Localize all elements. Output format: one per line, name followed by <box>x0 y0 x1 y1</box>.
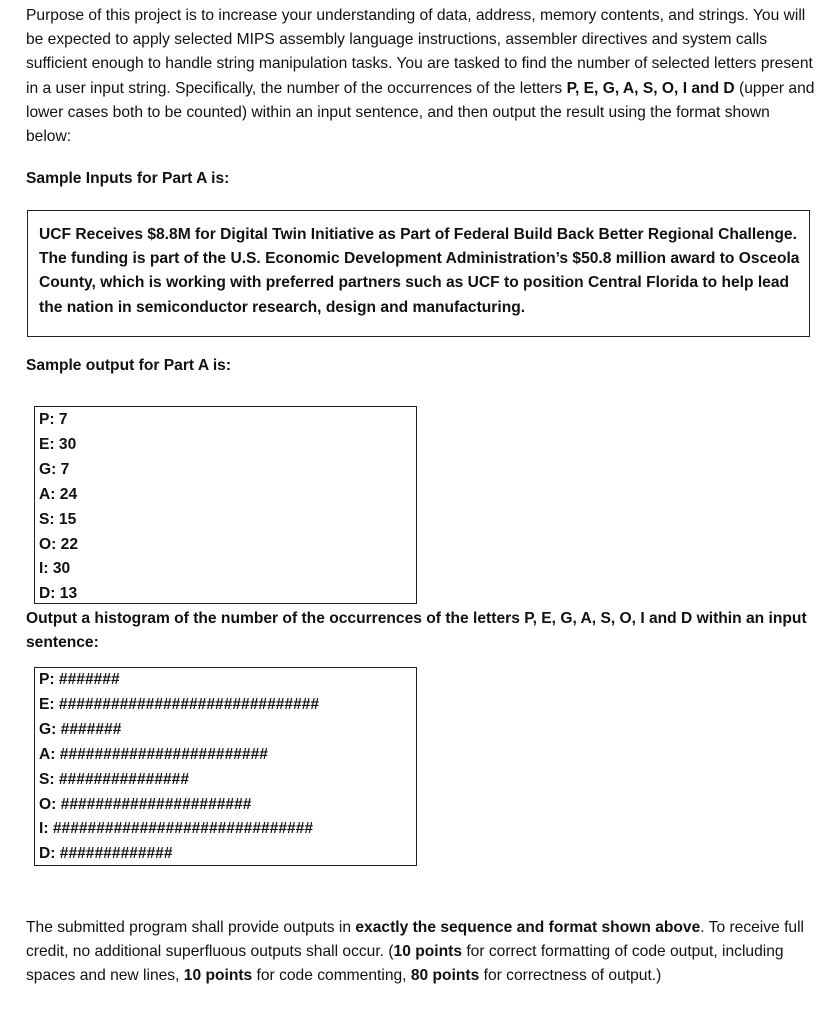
output-line-g: G: 7 <box>39 460 70 478</box>
closing-bold-4: 80 points <box>410 967 480 985</box>
output-line-d: D: 13 <box>39 585 78 603</box>
output-line-a: A: 24 <box>39 485 78 503</box>
histogram-line-p: P: ####### <box>39 671 120 688</box>
intro-text-1: Purpose of this project is to increase your understanding of data, address, memory contents, and strings. You will be expected to apply selected MIPS assembly language instructions, assembler directives and system calls sufficient enough to handle string manipulation tasks. You are tasked to find the number of selected letters present in a user input string. Specifically, the number of the occurrences of the letters <box>26 7 813 97</box>
sample-output-heading: Sample output for Part A is: <box>26 357 232 374</box>
closing-text-5: for correctness of output.) <box>479 967 662 985</box>
intro-letters: P, E, G, A, S, O, I and D <box>566 79 735 97</box>
histogram-heading: Output a histogram of the number of the occurrences of the letters P, E, G, A, S, O, I and D within an input sentence: <box>26 610 807 652</box>
output-line-i: I: 30 <box>39 560 71 578</box>
closing-text-3: for correct formatting of code output, including spaces and new lines, <box>26 943 784 985</box>
histogram-line-s: S: ############### <box>39 770 190 788</box>
closing-bold-1: exactly the sequence and format shown above <box>355 919 701 936</box>
closing-text-4: for code commenting, <box>252 967 411 985</box>
closing-bold-2: 10 points <box>393 943 462 961</box>
closing-bold-3: 10 points <box>183 967 253 985</box>
sample-input-heading: Sample Inputs for Part A is: <box>26 170 230 187</box>
intro-text-2: (upper and lower cases both to be counted) within an input sentence, and then output the result using the format shown below: <box>26 79 815 146</box>
sample-input-text: UCF Receives $8.8M for Digital Twin Initiative as Part of Federal Build Back Better Regional Challenge. The funding is part of the U.S. Economic Development Administration’s $50.8 million award to Osceola County, which is working with preferred partners such as UCF to position Central Florida to help lead the nation in semiconductor research, design and manufacturing. <box>39 226 800 316</box>
sample-output-box <box>34 406 417 604</box>
closing-paragraph <box>26 916 816 989</box>
closing-text-1: The submitted program shall provide outputs in <box>26 919 356 936</box>
closing-text-2: . To receive full credit, no additional superfluous outputs shall occur. ( <box>26 919 805 961</box>
histogram-line-i: I: ############################## <box>39 820 314 838</box>
intro-paragraph <box>26 4 816 149</box>
histogram-line-g: G: ####### <box>39 720 122 738</box>
histogram-line-o: O: ###################### <box>39 795 252 813</box>
histogram-line-e: E: ############################## <box>39 695 320 713</box>
output-line-s: S: 15 <box>39 510 77 528</box>
histogram-box <box>34 667 417 866</box>
output-line-p: P: 7 <box>39 411 68 428</box>
output-line-o: O: 22 <box>39 535 78 553</box>
histogram-line-d: D: ############# <box>39 845 173 863</box>
histogram-line-a: A: ######################## <box>39 745 268 763</box>
sample-input-box <box>27 210 810 337</box>
output-line-e: E: 30 <box>39 435 77 453</box>
